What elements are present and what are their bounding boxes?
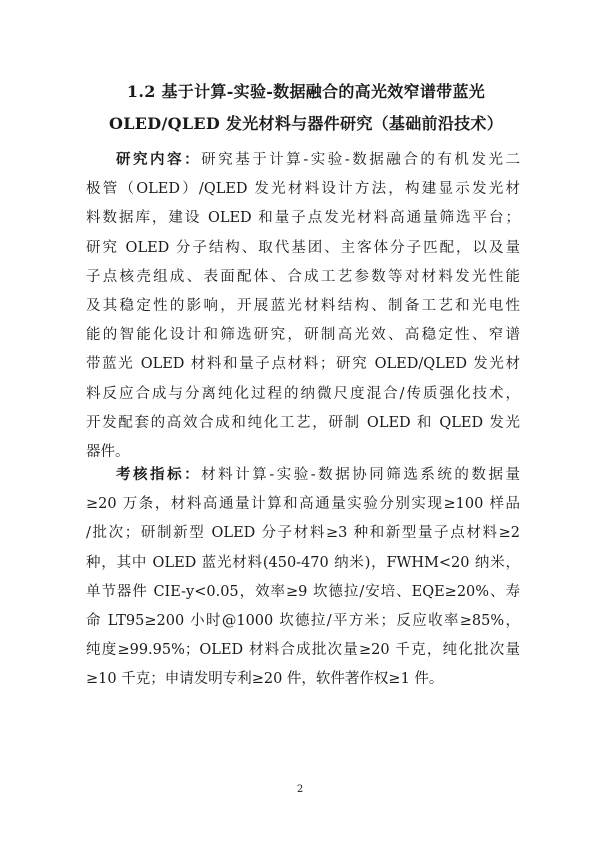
assessment-label: 考核指标： [116, 466, 202, 483]
research-content-text: 研究基于计算-实验-数据融合的有机发光二 [201, 152, 520, 168]
section-heading [96, 76, 516, 140]
research-content-line: 料数据库，建设 OLED 和量子点发光材料高通量筛选平台； [86, 210, 520, 227]
assessment-text: 材料计算-实验-数据协同筛选系统的数据量 [201, 467, 520, 483]
assessment-paragraph [86, 460, 520, 695]
section-heading-line-1: 1.2 基于计算-实验-数据融合的高光效窄谱带蓝光 [126, 82, 486, 101]
research-content-line: 及其稳定性的影响，开展蓝光材料结构、制备工艺和光电性 [86, 298, 520, 315]
research-content-line: 研究 OLED 分子结构、取代基团、主客体分子匹配，以及量 [86, 239, 520, 256]
assessment-line: 命 LT95≥200 小时@1000 坎德拉/平方米；反应收率≥85%， [86, 613, 520, 630]
research-content-line: 子点核壳组成、表面配体、合成工艺参数等对材料发光性能 [86, 268, 520, 285]
research-content-line: 极管（OLED）/QLED 发光材料设计方法，构建显示发光材 [86, 181, 520, 198]
research-content-line: 器件。 [86, 444, 130, 461]
assessment-line [86, 460, 520, 490]
section-heading-line-2: OLED/QLED 发光材料与器件研究（基础前沿技术） [108, 114, 504, 133]
research-content-label: 研究内容： [116, 151, 202, 168]
page-number: 2 [296, 784, 304, 795]
assessment-line: /批次；研制新型 OLED 分子材料≥3 种和新型量子点材料≥2 [86, 525, 520, 542]
research-content-line: 料反应合成与分离纯化过程的纳微尺度混合/传质强化技术， [86, 385, 520, 402]
research-content-line: 带蓝光 OLED 材料和量子点材料；研究 OLED/QLED 发光材 [86, 356, 520, 373]
assessment-line: ≥10 千克；申请发明专利≥20 件，软件著作权≥1 件。 [86, 671, 444, 688]
research-content-line: 能的智能化设计和筛选研究，研制高光效、高稳定性、窄谱 [86, 327, 520, 344]
assessment-line: 单节器件 CIE-y<0.05，效率≥9 坎德拉/安培、EQE≥20%、寿 [86, 583, 520, 600]
assessment-line: ≥20 万条，材料高通量计算和高通量实验分别实现≥100 样品 [86, 496, 520, 513]
assessment-line: 纯度≥99.95%；OLED 材料合成批次量≥20 千克，纯化批次量 [86, 642, 520, 659]
research-content-line: 开发配套的高效合成和纯化工艺，研制 OLED 和 QLED 发光 [86, 414, 520, 431]
research-content-paragraph [86, 145, 520, 467]
research-content-line [86, 145, 520, 175]
assessment-line: 种，其中 OLED 蓝光材料(450-470 纳米)，FWHM<20 纳米， [86, 554, 520, 571]
